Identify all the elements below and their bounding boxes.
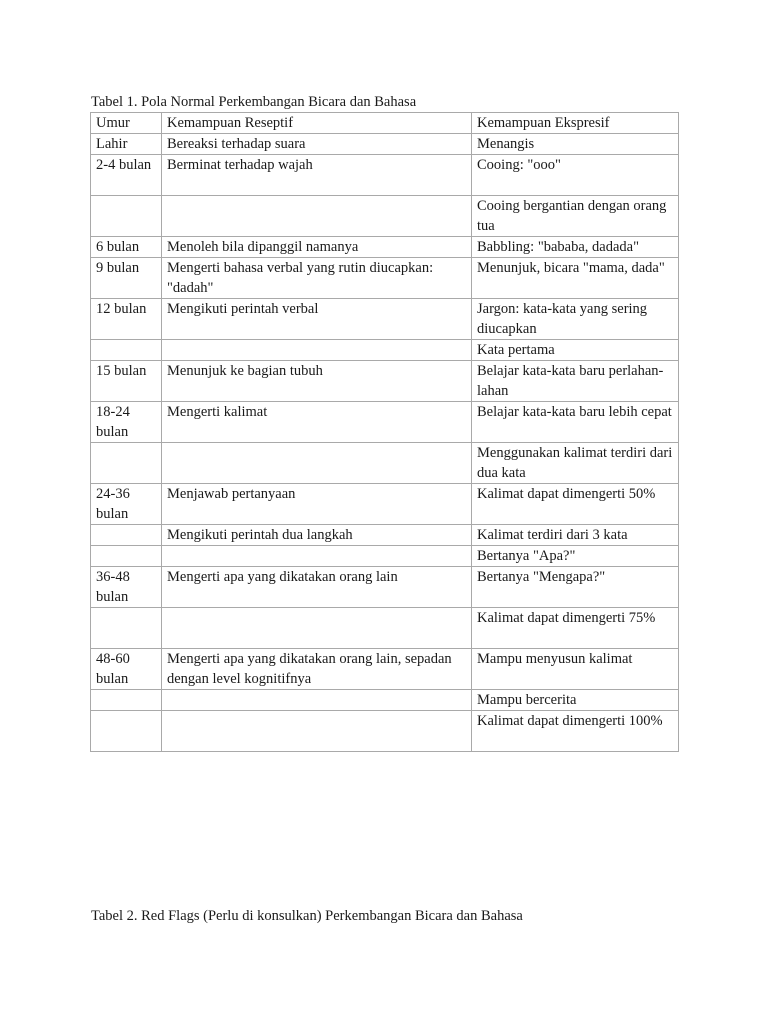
age-cell: 36-48 bulan bbox=[91, 567, 162, 608]
table2-caption: Tabel 2. Red Flags (Perlu di konsulkan) Perkembangan Bicara dan Bahasa bbox=[91, 908, 523, 924]
expressive-cell: Menggunakan kalimat terdiri dari dua kata bbox=[472, 443, 679, 484]
receptive-cell: Mengikuti perintah dua langkah bbox=[162, 525, 472, 546]
age-cell: 2-4 bulan bbox=[91, 155, 162, 196]
expressive-cell: Kalimat dapat dimengerti 50% bbox=[472, 484, 679, 525]
header-cell-receptive: Kemampuan Reseptif bbox=[162, 113, 472, 134]
receptive-cell: Menunjuk ke bagian tubuh bbox=[162, 361, 472, 402]
table-row bbox=[91, 361, 679, 402]
age-cell bbox=[91, 340, 162, 361]
expressive-cell: Mampu menyusun kalimat bbox=[472, 649, 679, 690]
expressive-cell: Babbling: "bababa, dadada" bbox=[472, 237, 679, 258]
expressive-cell: Mampu bercerita bbox=[472, 690, 679, 711]
age-cell bbox=[91, 711, 162, 752]
age-cell: 24-36 bulan bbox=[91, 484, 162, 525]
age-cell: 12 bulan bbox=[91, 299, 162, 340]
expressive-cell: Kata pertama bbox=[472, 340, 679, 361]
receptive-cell: Mengerti bahasa verbal yang rutin diucapkan: "dadah" bbox=[162, 258, 472, 299]
age-cell bbox=[91, 546, 162, 567]
table-row bbox=[91, 649, 679, 690]
table1-caption: Tabel 1. Pola Normal Perkembangan Bicara dan Bahasa bbox=[91, 94, 417, 110]
receptive-cell bbox=[162, 608, 472, 649]
age-cell: Lahir bbox=[91, 134, 162, 155]
receptive-cell: Berminat terhadap wajah bbox=[162, 155, 472, 196]
table-row bbox=[91, 525, 679, 546]
header-cell-expressive: Kemampuan Ekspresif bbox=[472, 113, 679, 134]
header-cell-age: Umur bbox=[91, 113, 162, 134]
table-row bbox=[91, 196, 679, 237]
table-row bbox=[91, 237, 679, 258]
table-header-row bbox=[91, 113, 679, 134]
development-table bbox=[90, 112, 679, 752]
expressive-cell: Belajar kata-kata baru perlahan-lahan bbox=[472, 361, 679, 402]
expressive-cell: Menunjuk, bicara "mama, dada" bbox=[472, 258, 679, 299]
expressive-cell: Cooing: "ooo" bbox=[472, 155, 679, 196]
expressive-cell: Kalimat dapat dimengerti 75% bbox=[472, 608, 679, 649]
age-cell: 18-24 bulan bbox=[91, 402, 162, 443]
table-row bbox=[91, 443, 679, 484]
table-row bbox=[91, 690, 679, 711]
table-row bbox=[91, 134, 679, 155]
table-row bbox=[91, 258, 679, 299]
table-row bbox=[91, 711, 679, 752]
expressive-cell: Bertanya "Mengapa?" bbox=[472, 567, 679, 608]
age-cell bbox=[91, 525, 162, 546]
age-cell: 6 bulan bbox=[91, 237, 162, 258]
age-cell bbox=[91, 443, 162, 484]
expressive-cell: Kalimat terdiri dari 3 kata bbox=[472, 525, 679, 546]
age-cell bbox=[91, 196, 162, 237]
receptive-cell bbox=[162, 711, 472, 752]
table-row bbox=[91, 340, 679, 361]
expressive-cell: Belajar kata-kata baru lebih cepat bbox=[472, 402, 679, 443]
table-row bbox=[91, 402, 679, 443]
age-cell: 15 bulan bbox=[91, 361, 162, 402]
receptive-cell: Menoleh bila dipanggil namanya bbox=[162, 237, 472, 258]
table-row bbox=[91, 567, 679, 608]
age-cell: 9 bulan bbox=[91, 258, 162, 299]
receptive-cell: Mengerti kalimat bbox=[162, 402, 472, 443]
age-cell: 48-60 bulan bbox=[91, 649, 162, 690]
expressive-cell: Kalimat dapat dimengerti 100% bbox=[472, 711, 679, 752]
receptive-cell bbox=[162, 546, 472, 567]
expressive-cell: Menangis bbox=[472, 134, 679, 155]
table-row bbox=[91, 484, 679, 525]
receptive-cell: Bereaksi terhadap suara bbox=[162, 134, 472, 155]
receptive-cell: Mengerti apa yang dikatakan orang lain, sepadan dengan level kognitifnya bbox=[162, 649, 472, 690]
receptive-cell bbox=[162, 196, 472, 237]
table-row bbox=[91, 546, 679, 567]
table-row bbox=[91, 299, 679, 340]
expressive-cell: Bertanya "Apa?" bbox=[472, 546, 679, 567]
receptive-cell: Menjawab pertanyaan bbox=[162, 484, 472, 525]
receptive-cell bbox=[162, 690, 472, 711]
expressive-cell: Cooing bergantian dengan orang tua bbox=[472, 196, 679, 237]
table-row bbox=[91, 155, 679, 196]
receptive-cell: Mengerti apa yang dikatakan orang lain bbox=[162, 567, 472, 608]
age-cell bbox=[91, 608, 162, 649]
table-row bbox=[91, 608, 679, 649]
receptive-cell: Mengikuti perintah verbal bbox=[162, 299, 472, 340]
age-cell bbox=[91, 690, 162, 711]
receptive-cell bbox=[162, 340, 472, 361]
expressive-cell: Jargon: kata-kata yang sering diucapkan bbox=[472, 299, 679, 340]
receptive-cell bbox=[162, 443, 472, 484]
